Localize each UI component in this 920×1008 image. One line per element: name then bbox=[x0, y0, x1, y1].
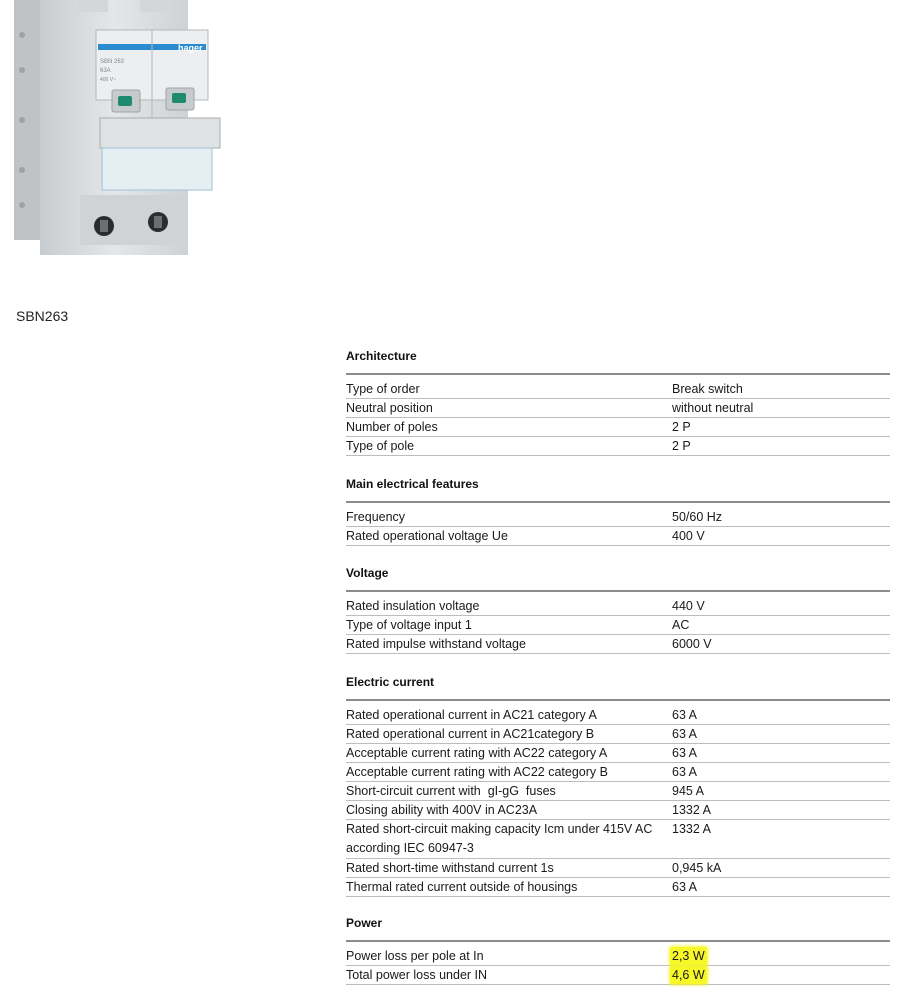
spec-row bbox=[346, 380, 890, 399]
spec-row bbox=[346, 782, 890, 801]
spec-label: Rated short-time withstand current 1s bbox=[346, 861, 554, 875]
section-voltage bbox=[346, 563, 890, 654]
spec-row bbox=[346, 437, 890, 456]
spec-label: Rated short-circuit making capacity Icm under 415V AC according IEC 60947-3 bbox=[346, 822, 653, 855]
spec-value: 63 A bbox=[672, 727, 698, 741]
spec-label: Number of poles bbox=[346, 420, 438, 434]
section-title: Power bbox=[346, 913, 890, 942]
spec-label: Closing ability with 400V in AC23A bbox=[346, 803, 538, 817]
spec-value: 63 A bbox=[672, 708, 698, 722]
spec-value: 0,945 kA bbox=[672, 861, 722, 875]
spec-row bbox=[346, 859, 890, 878]
device-rating-label: 63A bbox=[100, 68, 111, 74]
spec-value: Break switch bbox=[672, 382, 743, 396]
spec-row bbox=[346, 418, 890, 437]
spec-value: 440 V bbox=[672, 599, 705, 613]
spec-value: 400 V bbox=[672, 529, 705, 543]
spec-row bbox=[346, 725, 890, 744]
spec-label: Acceptable current rating with AC22 category B bbox=[346, 765, 608, 779]
product-image bbox=[0, 0, 240, 262]
spec-label: Rated operational current in AC21 category A bbox=[346, 708, 597, 722]
spec-row bbox=[346, 597, 890, 616]
spec-row bbox=[346, 616, 890, 635]
spec-label: Total power loss under IN bbox=[346, 968, 488, 982]
spec-value: 63 A bbox=[672, 880, 698, 894]
spec-label: Type of voltage input 1 bbox=[346, 618, 472, 632]
product-code: SBN263 bbox=[16, 308, 69, 324]
device-voltage-label: 400 V~ bbox=[100, 77, 116, 83]
spec-value: 945 A bbox=[672, 784, 704, 798]
spec-value: AC bbox=[672, 618, 690, 632]
spec-label: Short-circuit current with gI-gG fuses bbox=[346, 784, 556, 798]
spec-value: 63 A bbox=[672, 746, 698, 760]
spec-row bbox=[346, 527, 890, 546]
section-electric-current bbox=[346, 672, 890, 897]
spec-label: Thermal rated current outside of housings bbox=[346, 880, 578, 894]
spec-row bbox=[346, 966, 890, 985]
spec-label: Frequency bbox=[346, 510, 406, 524]
spec-row bbox=[346, 820, 890, 859]
spec-label: Power loss per pole at In bbox=[346, 949, 484, 963]
device-model-label: SBN 263 bbox=[100, 59, 125, 65]
section-title: Voltage bbox=[346, 563, 890, 592]
section-title: Main electrical features bbox=[346, 474, 890, 503]
brand-logo: hager bbox=[178, 43, 203, 53]
highlighted-value: 4,6 W bbox=[672, 968, 705, 982]
spec-row bbox=[346, 878, 890, 897]
spec-value: 6000 V bbox=[672, 637, 712, 651]
spec-row bbox=[346, 508, 890, 527]
spec-row bbox=[346, 399, 890, 418]
spec-row bbox=[346, 706, 890, 725]
spec-row bbox=[346, 635, 890, 654]
spec-value: 50/60 Hz bbox=[672, 510, 723, 524]
spec-value: 2 P bbox=[672, 420, 691, 434]
spec-row bbox=[346, 763, 890, 782]
spec-label: Rated operational current in AC21category B bbox=[346, 727, 595, 741]
spec-row bbox=[346, 947, 890, 966]
spec-value: without neutral bbox=[672, 401, 754, 415]
spec-label: Rated operational voltage Ue bbox=[346, 529, 508, 543]
spec-label: Rated insulation voltage bbox=[346, 599, 480, 613]
spec-label: Rated impulse withstand voltage bbox=[346, 637, 526, 651]
spec-value: 1332 A bbox=[672, 822, 711, 836]
section-title: Architecture bbox=[346, 346, 890, 375]
section-title: Electric current bbox=[346, 672, 890, 701]
spec-row bbox=[346, 744, 890, 763]
spec-value: 63 A bbox=[672, 765, 698, 779]
spec-row bbox=[346, 801, 890, 820]
spec-value: 2 P bbox=[672, 439, 691, 453]
section-architecture bbox=[346, 346, 890, 456]
spec-value: 1332 A bbox=[672, 803, 711, 817]
highlighted-value: 2,3 W bbox=[672, 949, 705, 963]
spec-label: Acceptable current rating with AC22 category A bbox=[346, 746, 608, 760]
spec-label: Type of pole bbox=[346, 439, 415, 453]
spec-label: Type of order bbox=[346, 382, 420, 396]
spec-label: Neutral position bbox=[346, 401, 433, 415]
section-power bbox=[346, 913, 890, 985]
section-main-electrical-features bbox=[346, 474, 890, 546]
